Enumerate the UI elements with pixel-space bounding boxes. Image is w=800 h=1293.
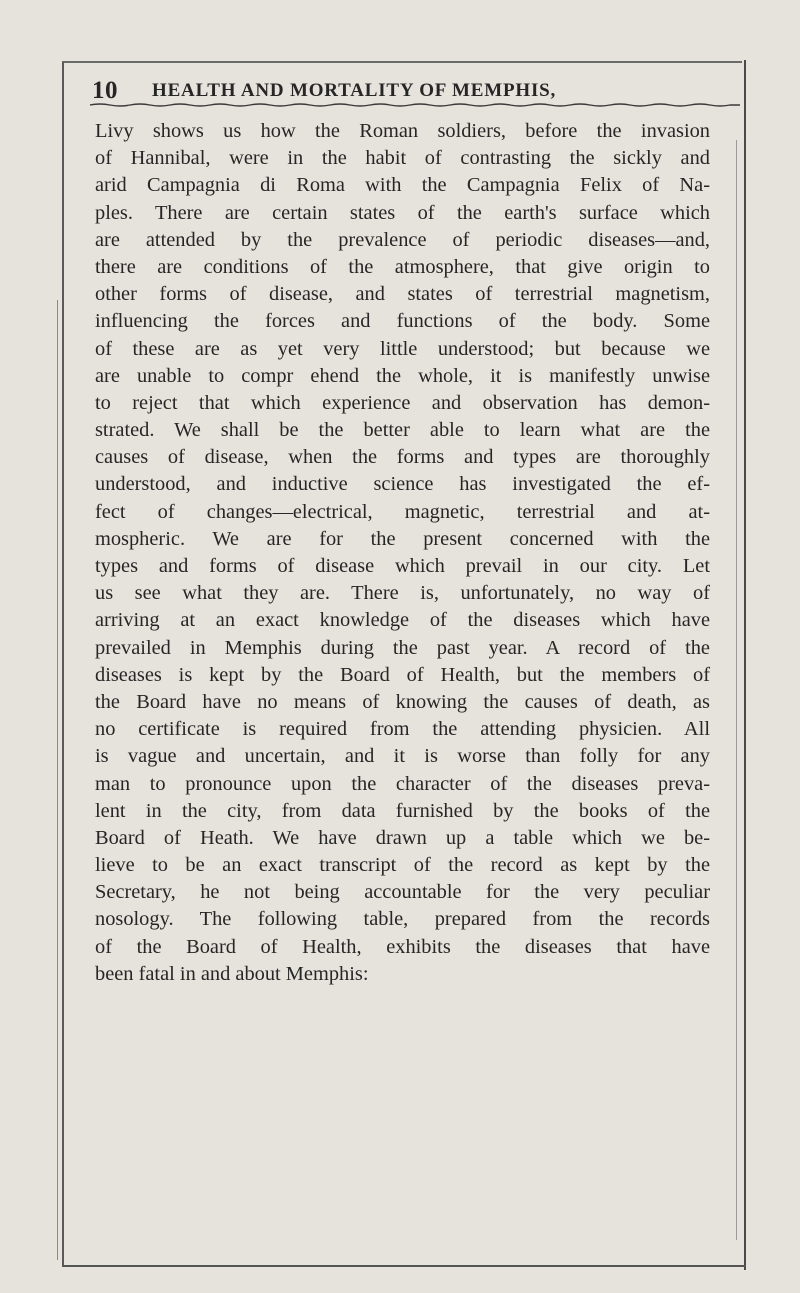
text-line: is vague and uncertain, and it is worse than folly for any (95, 745, 710, 768)
running-head: HEALTH AND MORTALITY OF MEMPHIS, (152, 80, 557, 101)
text-line: man to pronounce upon the character of the diseases preva- (95, 772, 710, 795)
text-line: of Hannibal, were in the habit of contrasting the sickly and (95, 147, 710, 170)
page-edge-right (744, 60, 746, 1270)
text-line: lieve to be an exact transcript of the record as kept by the (95, 854, 710, 877)
text-line: Board of Heath. We have drawn up a table which we be- (95, 826, 710, 849)
text-line: understood, and inductive science has investigated the ef- (95, 473, 710, 496)
text-line: strated. We shall be the better able to learn what are the (95, 419, 710, 442)
text-line: types and forms of disease which prevail in our city. Let (95, 555, 710, 577)
text-line: of the Board of Health, exhibits the diseases that have (95, 935, 710, 958)
text-line: mospheric. We are for the present concerned with the (95, 527, 710, 550)
page-edge-top (62, 61, 742, 63)
text-line: us see what they are. There is, unfortunately, no way of (95, 582, 710, 605)
text-line: been fatal in and about Memphis: (95, 962, 369, 985)
text-line: fect of changes—electrical, magnetic, terrestrial and at- (95, 500, 710, 523)
text-line: causes of disease, when the forms and types are thoroughly (95, 446, 710, 469)
text-line: are unable to compr ehend the whole, it is manifestly unwise (95, 364, 710, 387)
text-line: arid Campagnia di Roma with the Campagnia Felix of Na- (95, 174, 710, 197)
text-line: ples. There are certain states of the earth's surface which (95, 201, 710, 224)
text-line: of these are as yet very little understood; but because we (95, 337, 710, 360)
text-line: arriving at an exact knowledge of the diseases which have (95, 609, 710, 632)
text-line: Livy shows us how the Roman soldiers, before the invasion (95, 120, 710, 142)
text-line: are attended by the prevalence of periodic diseases—and, (95, 228, 710, 251)
text-line: nosology. The following table, prepared from the records (95, 908, 710, 931)
header-rule (90, 103, 740, 107)
text-line: to reject that which experience and observation has demon- (95, 391, 710, 414)
text-line: prevailed in Memphis during the past year. A record of the (95, 636, 710, 659)
text-line: diseases is kept by the Board of Health, but the members of (95, 663, 710, 686)
text-line: lent in the city, from data furnished by the books of the (95, 799, 710, 822)
text-line: no certificate is required from the attending physicien. All (95, 718, 710, 741)
text-line: other forms of disease, and states of terrestrial magnetism, (95, 283, 710, 306)
body-paragraph (95, 118, 710, 988)
page-edge-bottom (62, 1265, 746, 1267)
page-edge-left (62, 62, 64, 1267)
text-line: Secretary, he not being accountable for the very peculiar (95, 881, 710, 904)
text-line: there are conditions of the atmosphere, that give origin to (95, 255, 710, 278)
text-line: influencing the forces and functions of the body. Some (95, 310, 710, 333)
text-line: the Board have no means of knowing the causes of death, as (95, 690, 710, 713)
page-number: 10 (92, 77, 118, 104)
binding-edge (57, 300, 58, 1260)
page-edge-right-inner (736, 140, 737, 1240)
